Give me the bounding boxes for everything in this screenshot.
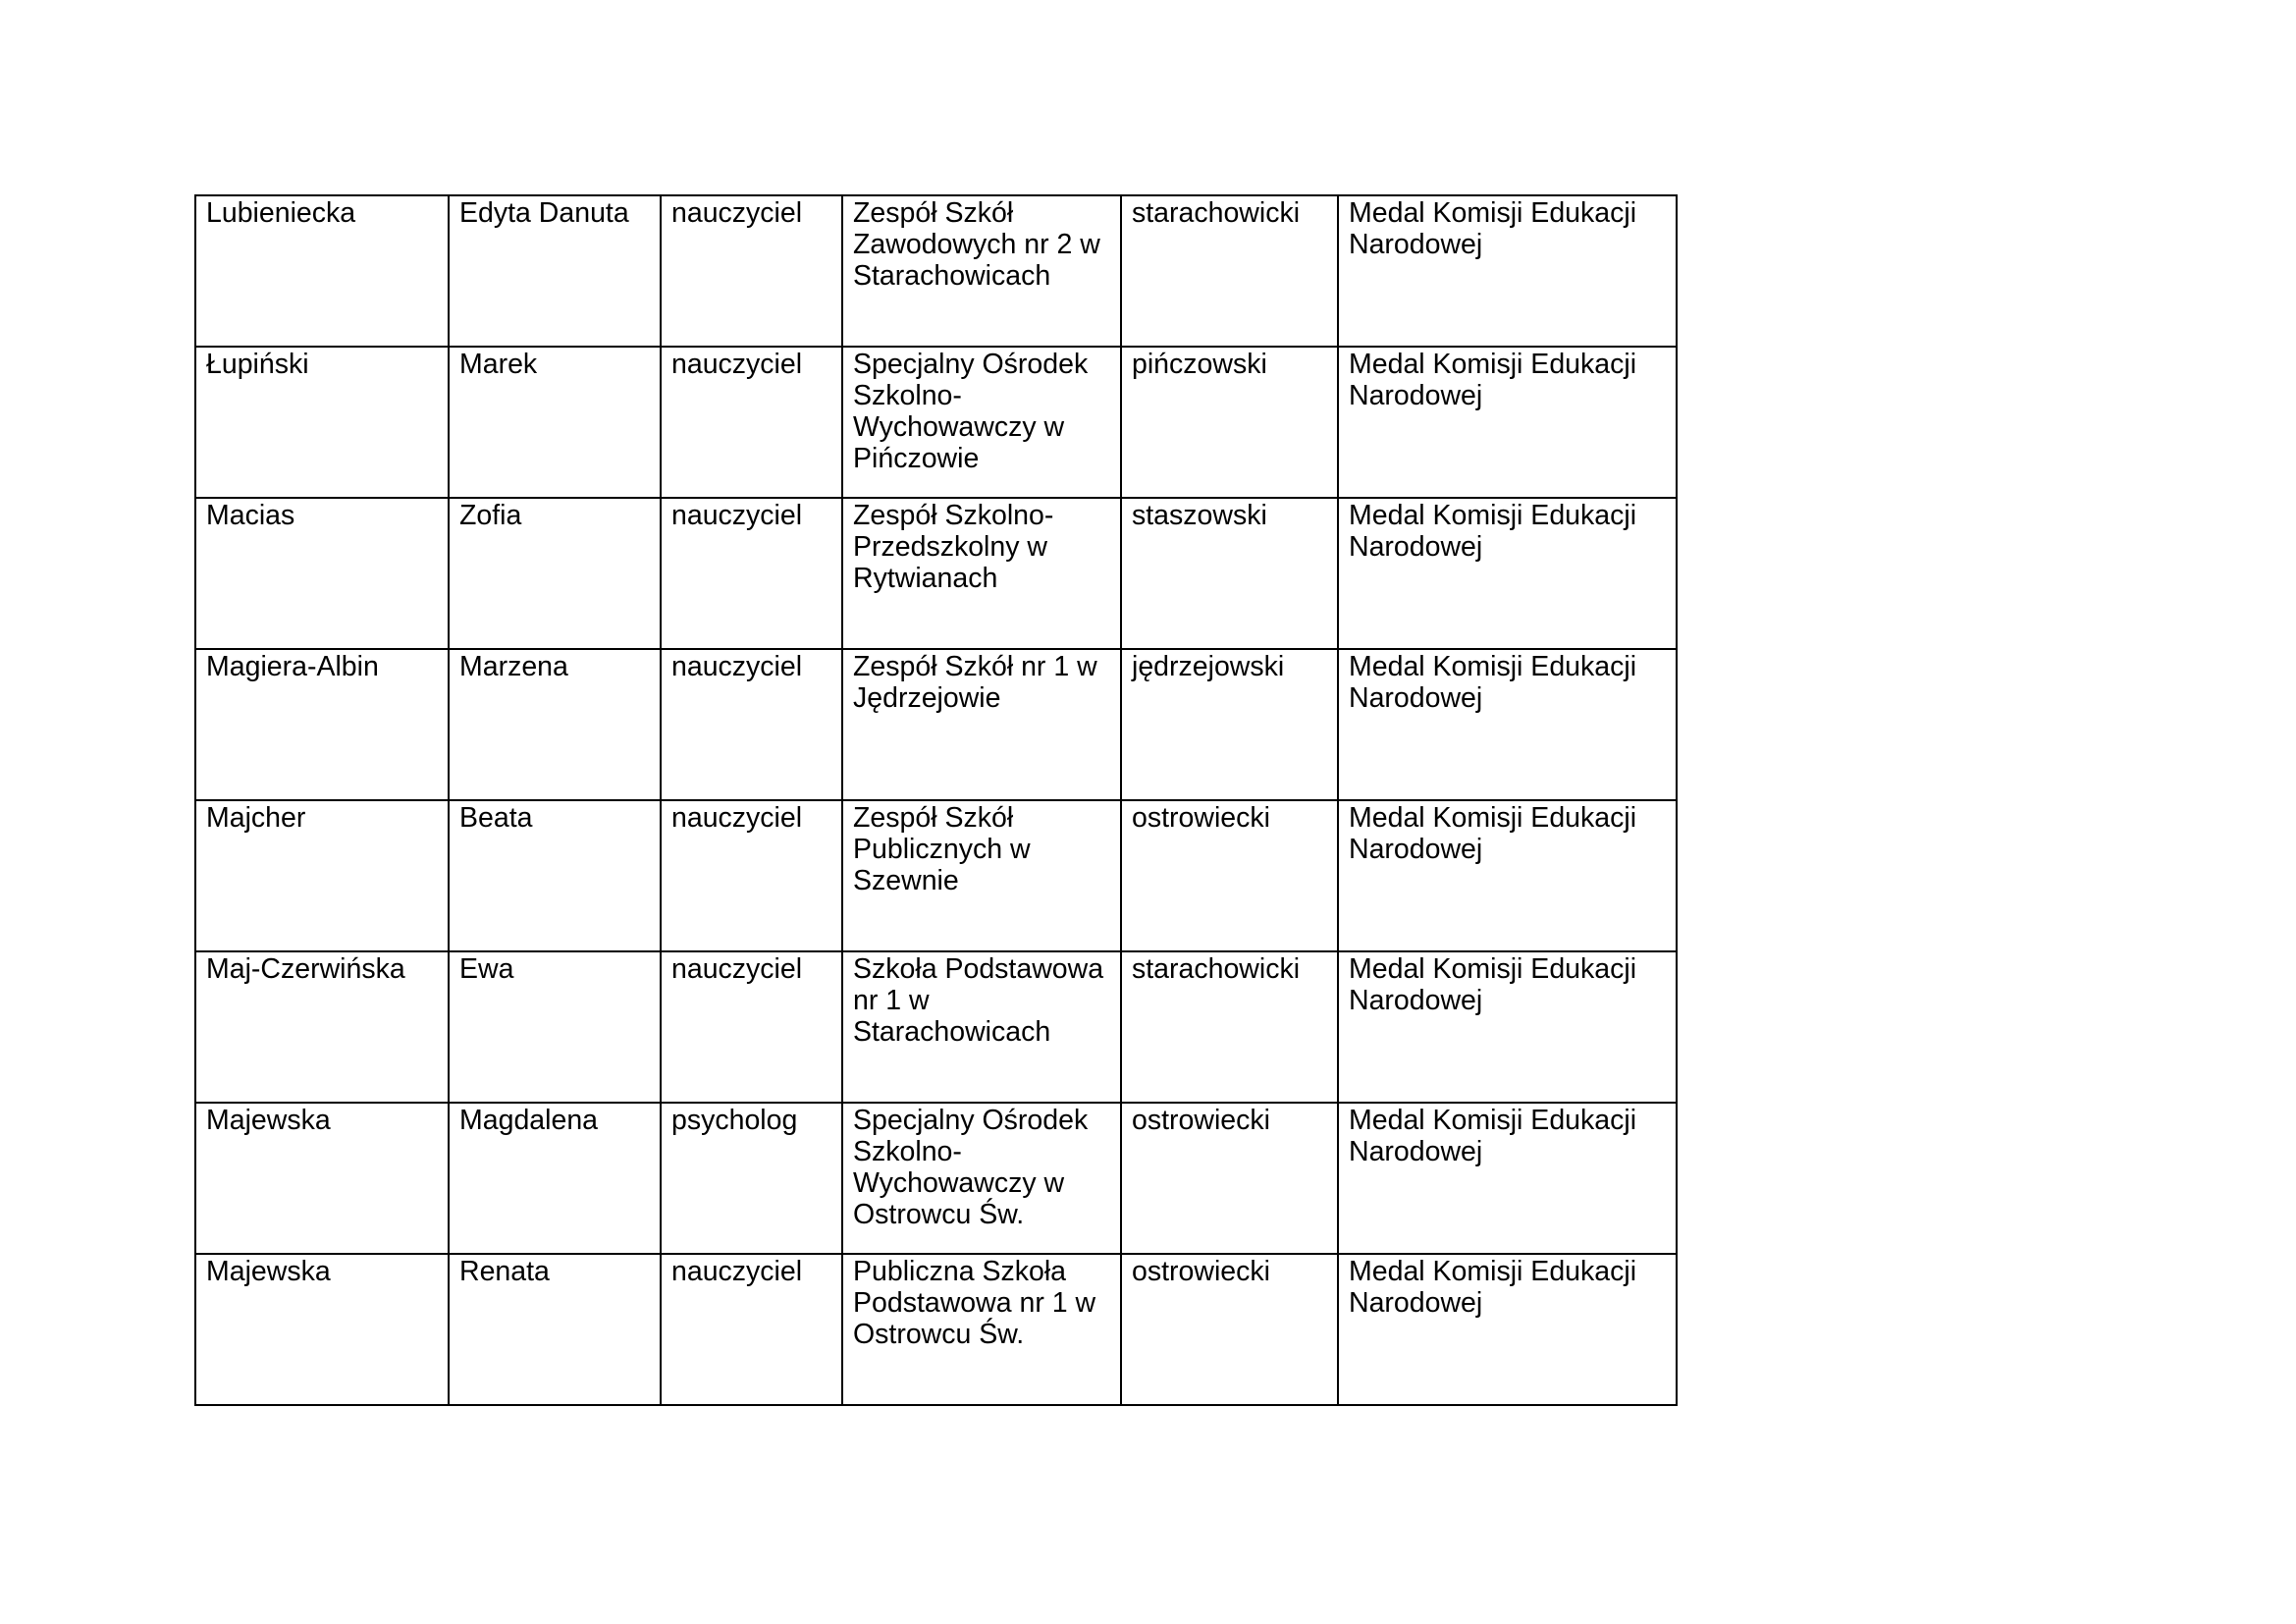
county-cell: ostrowiecki (1121, 1254, 1338, 1405)
awards-table-body (195, 195, 1677, 1405)
school-cell-line: Wychowawczy w (853, 411, 1065, 443)
award-cell-line: Narodowej (1349, 834, 1483, 865)
school-cell-line: Podstawowa nr 1 w (853, 1287, 1096, 1319)
table-row (195, 800, 1677, 951)
table-row (195, 1103, 1677, 1254)
award-cell (1338, 800, 1677, 951)
school-cell (842, 347, 1121, 498)
school-cell-line: Zespół Szkolno- (853, 500, 1054, 531)
surname-cell: Magiera-Albin (195, 649, 449, 800)
surname-cell: Lubieniecka (195, 195, 449, 347)
award-cell (1338, 649, 1677, 800)
first-name-cell: Magdalena (449, 1103, 661, 1254)
school-cell-line: Ostrowcu Św. (853, 1319, 1025, 1350)
award-cell-line: Narodowej (1349, 1287, 1483, 1319)
first-name-cell: Edyta Danuta (449, 195, 661, 347)
school-cell-line: Starachowicach (853, 1016, 1051, 1048)
surname-cell: Majewska (195, 1254, 449, 1405)
county-cell: starachowicki (1121, 195, 1338, 347)
award-cell-line: Medal Komisji Edukacji (1349, 197, 1637, 229)
award-cell-line: Narodowej (1349, 380, 1483, 411)
school-cell-line: Szkoła Podstawowa (853, 953, 1104, 985)
award-cell (1338, 1254, 1677, 1405)
role-cell: nauczyciel (661, 649, 842, 800)
role-cell: nauczyciel (661, 347, 842, 498)
school-cell-line: Szkolno- (853, 1136, 962, 1167)
award-cell (1338, 498, 1677, 649)
award-cell-line: Narodowej (1349, 531, 1483, 563)
county-cell: ostrowiecki (1121, 800, 1338, 951)
school-cell-line: Starachowicach (853, 260, 1051, 292)
school-cell-line: Zespół Szkół (853, 197, 1014, 229)
role-cell: nauczyciel (661, 498, 842, 649)
award-cell-line: Narodowej (1349, 1136, 1483, 1167)
school-cell-line: Jędrzejowie (853, 682, 1001, 714)
awards-table (194, 194, 1678, 1406)
table-row (195, 347, 1677, 498)
school-cell-line: Specjalny Ośrodek (853, 349, 1089, 380)
award-cell-line: Medal Komisji Edukacji (1349, 500, 1637, 531)
first-name-cell: Marek (449, 347, 661, 498)
school-cell (842, 951, 1121, 1103)
county-cell: staszowski (1121, 498, 1338, 649)
school-cell-line: Zespół Szkół nr 1 w (853, 651, 1097, 682)
county-cell: jędrzejowski (1121, 649, 1338, 800)
award-cell-line: Narodowej (1349, 682, 1483, 714)
award-cell (1338, 1103, 1677, 1254)
school-cell (842, 1103, 1121, 1254)
school-cell-line: Zawodowych nr 2 w (853, 229, 1100, 260)
surname-cell: Majewska (195, 1103, 449, 1254)
table-row (195, 195, 1677, 347)
school-cell-line: nr 1 w (853, 985, 930, 1016)
award-cell-line: Medal Komisji Edukacji (1349, 1256, 1637, 1287)
surname-cell: Majcher (195, 800, 449, 951)
school-cell-line: Pińczowie (853, 443, 980, 474)
school-cell-line: Specjalny Ośrodek (853, 1105, 1089, 1136)
school-cell (842, 649, 1121, 800)
school-cell (842, 195, 1121, 347)
school-cell-line: Szkolno- (853, 380, 962, 411)
role-cell: nauczyciel (661, 1254, 842, 1405)
role-cell: nauczyciel (661, 951, 842, 1103)
school-cell (842, 800, 1121, 951)
award-cell-line: Medal Komisji Edukacji (1349, 953, 1637, 985)
school-cell-line: Ostrowcu Św. (853, 1199, 1025, 1230)
table-row (195, 498, 1677, 649)
school-cell (842, 1254, 1121, 1405)
surname-cell: Maj-Czerwińska (195, 951, 449, 1103)
award-cell-line: Medal Komisji Edukacji (1349, 349, 1637, 380)
surname-cell: Łupiński (195, 347, 449, 498)
first-name-cell: Beata (449, 800, 661, 951)
role-cell: nauczyciel (661, 195, 842, 347)
county-cell: ostrowiecki (1121, 1103, 1338, 1254)
first-name-cell: Marzena (449, 649, 661, 800)
school-cell-line: Zespół Szkół (853, 802, 1014, 834)
surname-cell: Macias (195, 498, 449, 649)
county-cell: starachowicki (1121, 951, 1338, 1103)
first-name-cell: Zofia (449, 498, 661, 649)
school-cell-line: Wychowawczy w (853, 1167, 1065, 1199)
county-cell: pińczowski (1121, 347, 1338, 498)
role-cell: psycholog (661, 1103, 842, 1254)
award-cell (1338, 195, 1677, 347)
first-name-cell: Ewa (449, 951, 661, 1103)
award-cell-line: Narodowej (1349, 985, 1483, 1016)
table-row (195, 649, 1677, 800)
school-cell (842, 498, 1121, 649)
table-row (195, 1254, 1677, 1405)
table-row (195, 951, 1677, 1103)
school-cell-line: Przedszkolny w (853, 531, 1047, 563)
award-cell-line: Medal Komisji Edukacji (1349, 802, 1637, 834)
school-cell-line: Publicznych w (853, 834, 1031, 865)
school-cell-line: Rytwianach (853, 563, 998, 594)
award-cell-line: Medal Komisji Edukacji (1349, 1105, 1637, 1136)
school-cell-line: Publiczna Szkoła (853, 1256, 1067, 1287)
school-cell-line: Szewnie (853, 865, 959, 896)
role-cell: nauczyciel (661, 800, 842, 951)
first-name-cell: Renata (449, 1254, 661, 1405)
award-cell (1338, 347, 1677, 498)
award-cell-line: Narodowej (1349, 229, 1483, 260)
award-cell-line: Medal Komisji Edukacji (1349, 651, 1637, 682)
award-cell (1338, 951, 1677, 1103)
